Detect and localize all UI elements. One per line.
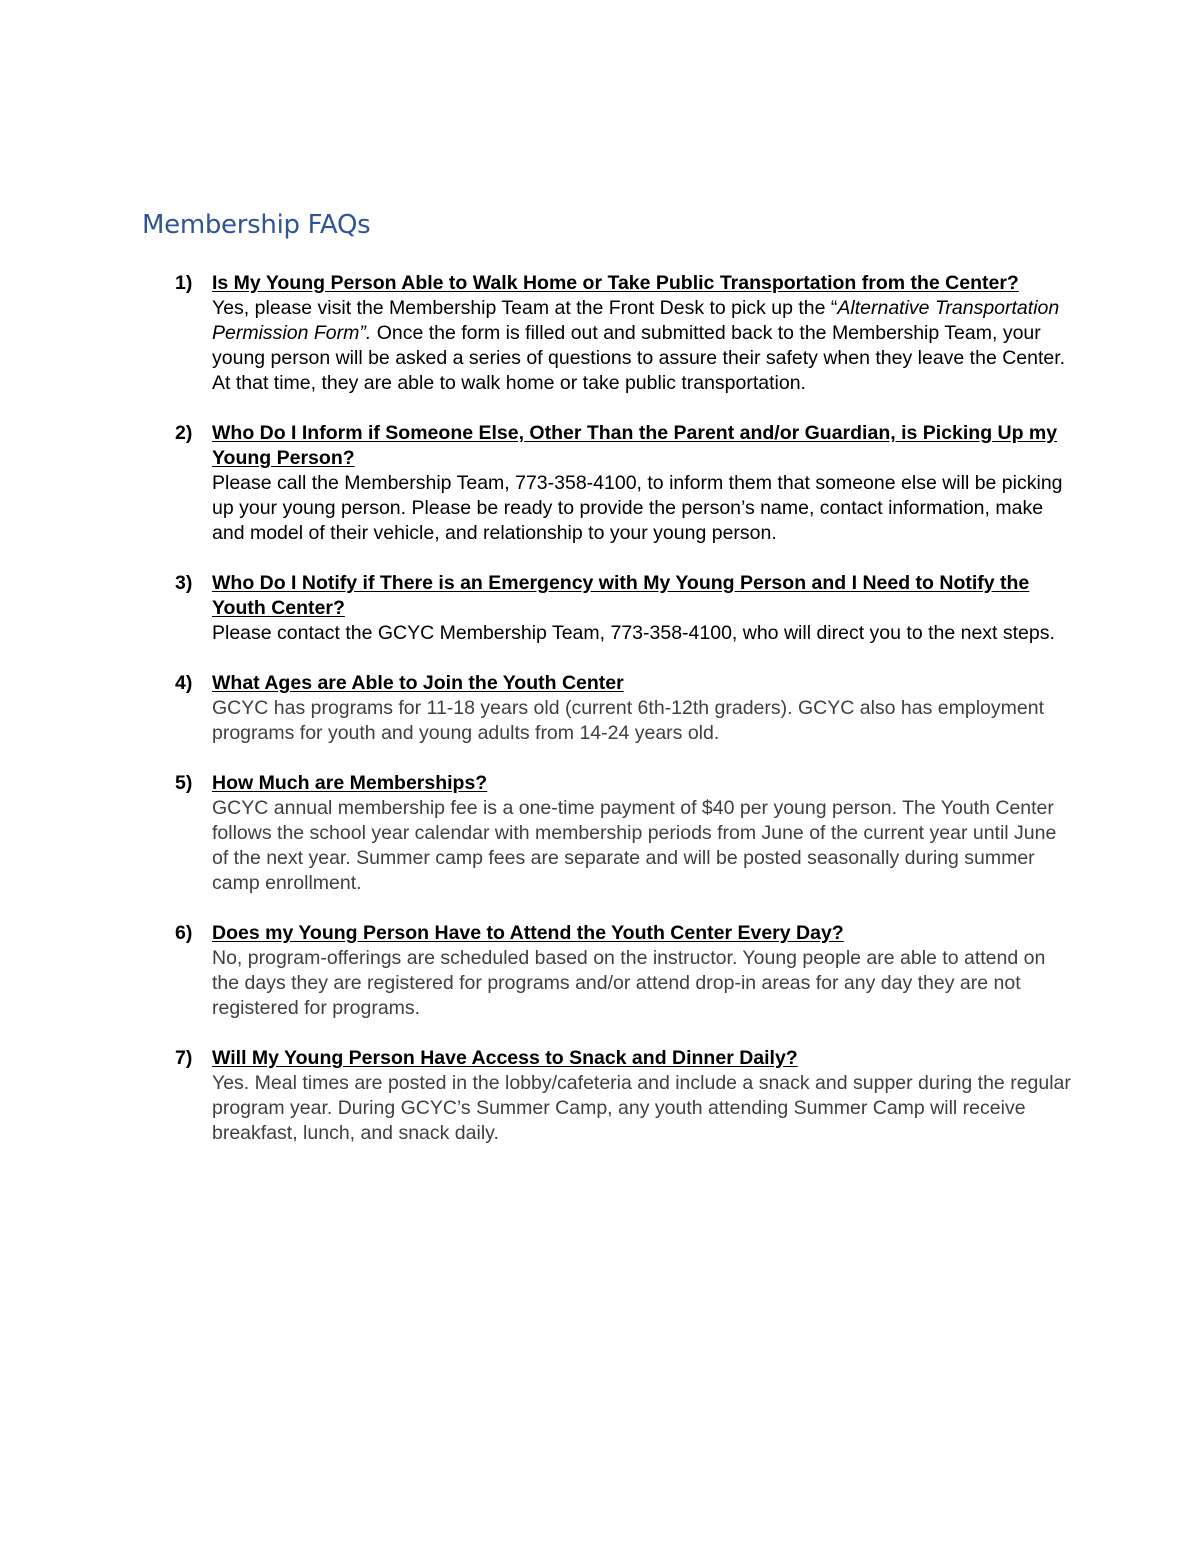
faq-question: Who Do I Inform if Someone Else, Other Than the Parent and/or Guardian, is Picking Up my Young Person? [212, 422, 1058, 469]
faq-answer: Yes. Meal times are posted in the lobby/cafeteria and include a snack and supper during the regular program year. During GCYC’s Summer Camp, any youth attending Summer Camp will receive breakfast, lunch, and snack daily. [212, 1072, 1071, 1144]
faq-number: 3) [175, 572, 193, 594]
faq-question: Is My Young Person Able to Walk Home or Take Public Transportation from the Center? [212, 272, 1019, 294]
faq-answer: GCYC has programs for 11-18 years old (current 6th-12th graders). GCYC also has employment programs for youth and young adults from 14-24 years old. [212, 697, 1044, 744]
faq-number: 1) [175, 272, 193, 294]
faq-number: 2) [175, 422, 193, 444]
faq-number: 4) [175, 672, 193, 694]
faq-question: Who Do I Notify if There is an Emergency with My Young Person and I Need to Notify the Youth Center? [212, 572, 1030, 619]
faq-question: How Much are Memberships? [212, 772, 488, 794]
faq-answer: Please call the Membership Team, 773-358-4100, to inform them that someone else will be picking up your young person. Please be ready to provide the person’s name, contact information, make and model of their vehicle, and relationship to your young person. [212, 472, 1063, 544]
faq-number: 5) [175, 772, 193, 794]
faq-question: Does my Young Person Have to Attend the Youth Center Every Day? [212, 922, 844, 944]
faq-item-6 [175, 921, 1075, 1021]
faq-answer-text: Once the form is filled out and submitted back to the Membership Team, your young person will be asked a series of questions to assure their safety when they leave the Center. At that time, they are able to walk home or take public transportation. [212, 322, 1066, 394]
faq-item-7 [175, 1046, 1075, 1146]
faq-answer: GCYC annual membership fee is a one-time payment of $40 per young person. The Youth Center follows the school year calendar with membership periods from June of the current year until June of the next year. Summer camp fees are separate and will be posted seasonally during summer camp enrollment. [212, 797, 1057, 894]
faq-item-5 [175, 771, 1075, 896]
faq-item-4 [175, 671, 1075, 746]
form-name: Alternative Transportation Permission Form”. [212, 297, 1060, 344]
faq-item-3 [175, 571, 1075, 646]
faq-number: 6) [175, 922, 193, 944]
faq-answer: No, program-offerings are scheduled based on the instructor. Young people are able to attend on the days they are registered for programs and/or attend drop-in areas for any day they are not registered for programs. [212, 947, 1046, 1019]
faq-list [175, 271, 1075, 1171]
faq-question: What Ages are Able to Join the Youth Center [212, 672, 624, 694]
faq-answer: Please contact the GCYC Membership Team, 773-358-4100, who will direct you to the next steps. [212, 622, 1055, 644]
page-title: Membership FAQs [142, 210, 371, 240]
faq-number: 7) [175, 1047, 193, 1069]
faq-item-1 [175, 271, 1075, 396]
faq-answer [212, 296, 1075, 396]
faq-item-2 [175, 421, 1075, 546]
faq-question: Will My Young Person Have Access to Snack and Dinner Daily? [212, 1047, 798, 1069]
faq-answer-text: Yes, please visit the Membership Team at the Front Desk to pick up the “ [212, 297, 838, 319]
